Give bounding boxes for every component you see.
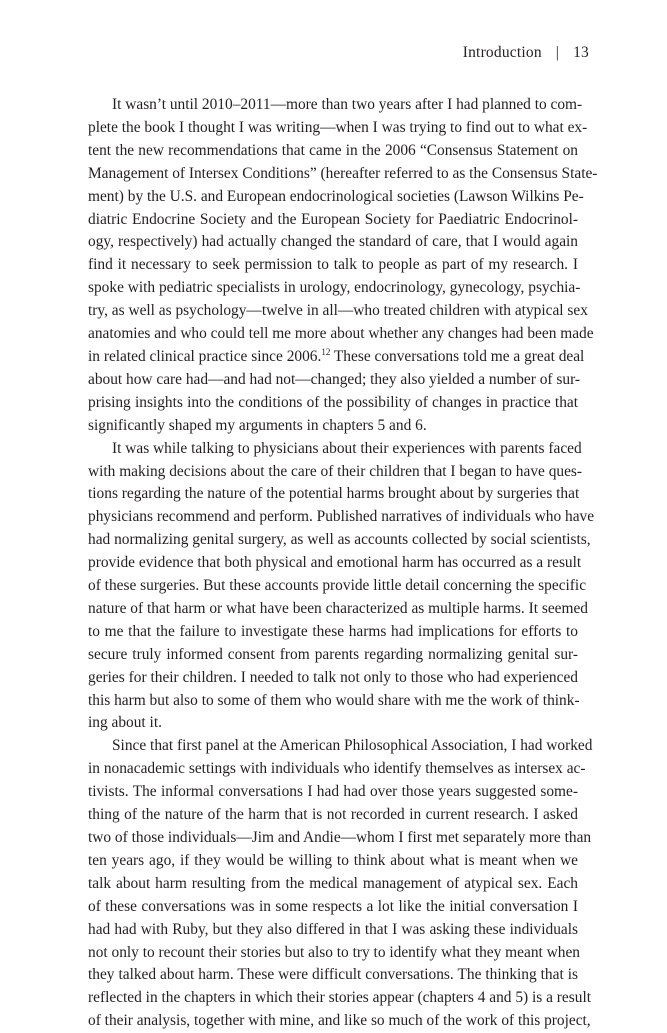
- page-number: 13: [573, 44, 589, 61]
- text-line: significantly shaped my arguments in chapters 5 and 6.: [88, 416, 427, 434]
- text-line: talk about harm resulting from the medical management of atypical sex. Each: [88, 874, 578, 892]
- text-line: reflected in the chapters in which their stories appear (chapters 4 and 5) is a result: [88, 989, 591, 1007]
- text-line: anatomies and who could tell me more about whether any changes had been made: [88, 325, 594, 343]
- footnote-ref[interactable]: 12: [321, 346, 331, 357]
- text-line: physicians recommend and perform. Published narratives of individuals who have: [88, 508, 595, 526]
- text-line: ten years ago, if they would be willing to think about what is meant when we: [88, 851, 578, 869]
- text-line: to me that the failure to investigate these harms had implications for efforts to: [88, 622, 578, 640]
- text-line: of these surgeries. But these accounts provide little detail concerning the specific: [88, 577, 587, 595]
- text-line: of their analysis, together with mine, and like so much of the work of this project,: [88, 1012, 591, 1030]
- text-line: Management of Intersex Conditions” (hereafter referred to as the Consensus State-: [88, 164, 598, 182]
- text-line: tions regarding the nature of the potential harms brought about by surgeries that: [88, 485, 580, 503]
- text-line: nature of that harm or what have been characterized as multiple harms. It seemed: [88, 599, 588, 617]
- paragraph-3: [88, 735, 593, 1033]
- text-line: in nonacademic settings with individuals who identify themselves as intersex ac-: [88, 760, 586, 778]
- text-line: prising insights into the conditions of the possibility of changes in practice that: [88, 393, 578, 411]
- text-line: diatric Endocrine Society and the European Society for Paediatric Endocrinol-: [88, 210, 578, 228]
- running-head: [463, 44, 589, 62]
- text-line: of these conversations was in some respects a lot like the initial conversation I: [88, 897, 578, 915]
- text-line: find it necessary to seek permission to talk to people as part of my research. I: [88, 256, 578, 274]
- text-segment: in related clinical practice since 2006.: [88, 347, 322, 365]
- text-line: spoke with pediatric specialists in urology, endocrinology, gynecology, psychia-: [88, 279, 581, 297]
- text-segment: These conversations told me a great deal: [330, 347, 585, 365]
- text-line: It was while talking to physicians about their experiences with parents faced: [112, 439, 582, 457]
- text-line: with making decisions about the care of their children that I began to have ques-: [88, 462, 583, 480]
- header-separator: |: [555, 44, 560, 61]
- text-line: tent the new recommendations that came in the 2006 “Consensus Statement on: [88, 141, 578, 159]
- body-text: [88, 94, 598, 1033]
- text-line: geries for their children. I needed to talk not only to those who had experienced: [88, 668, 578, 686]
- text-line: ing about it.: [88, 714, 162, 732]
- text-line: had had with Ruby, but they also differed in that I was asking these individuals: [88, 920, 578, 938]
- text-line-with-footnote: [88, 346, 585, 369]
- text-line: this harm but also to some of them who would share with me the work of think-: [88, 691, 580, 709]
- text-line: try, as well as psychology—twelve in all—who treated children with atypical sex: [88, 302, 588, 320]
- text-line: ogy, respectively) had actually changed the standard of care, that I would again: [88, 233, 578, 251]
- text-line: plete the book I thought I was writing—when I was trying to find out to what ex-: [88, 118, 588, 136]
- section-title: Introduction: [462, 44, 542, 61]
- text-line: It wasn’t until 2010–2011—more than two years after I had planned to com-: [112, 96, 583, 113]
- text-line: they talked about harm. These were difficult conversations. The thinking that is: [88, 966, 578, 984]
- text-line: provide evidence that both physical and emotional harm has occurred as a result: [88, 554, 582, 572]
- paragraph-2: [88, 438, 595, 736]
- text-line: secure truly informed consent from parents regarding normalizing genital sur-: [88, 645, 578, 663]
- paragraph-1: [88, 94, 598, 438]
- text-line: about how care had—and had not—changed; they also yielded a number of sur-: [88, 370, 581, 388]
- text-line: Since that first panel at the American Philosophical Association, I had worked: [112, 737, 593, 755]
- text-line: thing of the nature of the harm that is not recorded in current research. I asked: [88, 806, 578, 824]
- text-line: not only to recount their stories but also to try to identify what they meant when: [88, 943, 580, 961]
- text-line: had normalizing genital surgery, as well as accounts collected by social scientists,: [88, 531, 591, 549]
- text-line: two of those individuals—Jim and Andie—whom I first met separately more than: [88, 829, 592, 846]
- text-line: tivists. The informal conversations I had had over those years suggested some-: [88, 783, 578, 801]
- text-line: ment) by the U.S. and European endocrinological societies (Lawson Wilkins Pe-: [88, 187, 584, 205]
